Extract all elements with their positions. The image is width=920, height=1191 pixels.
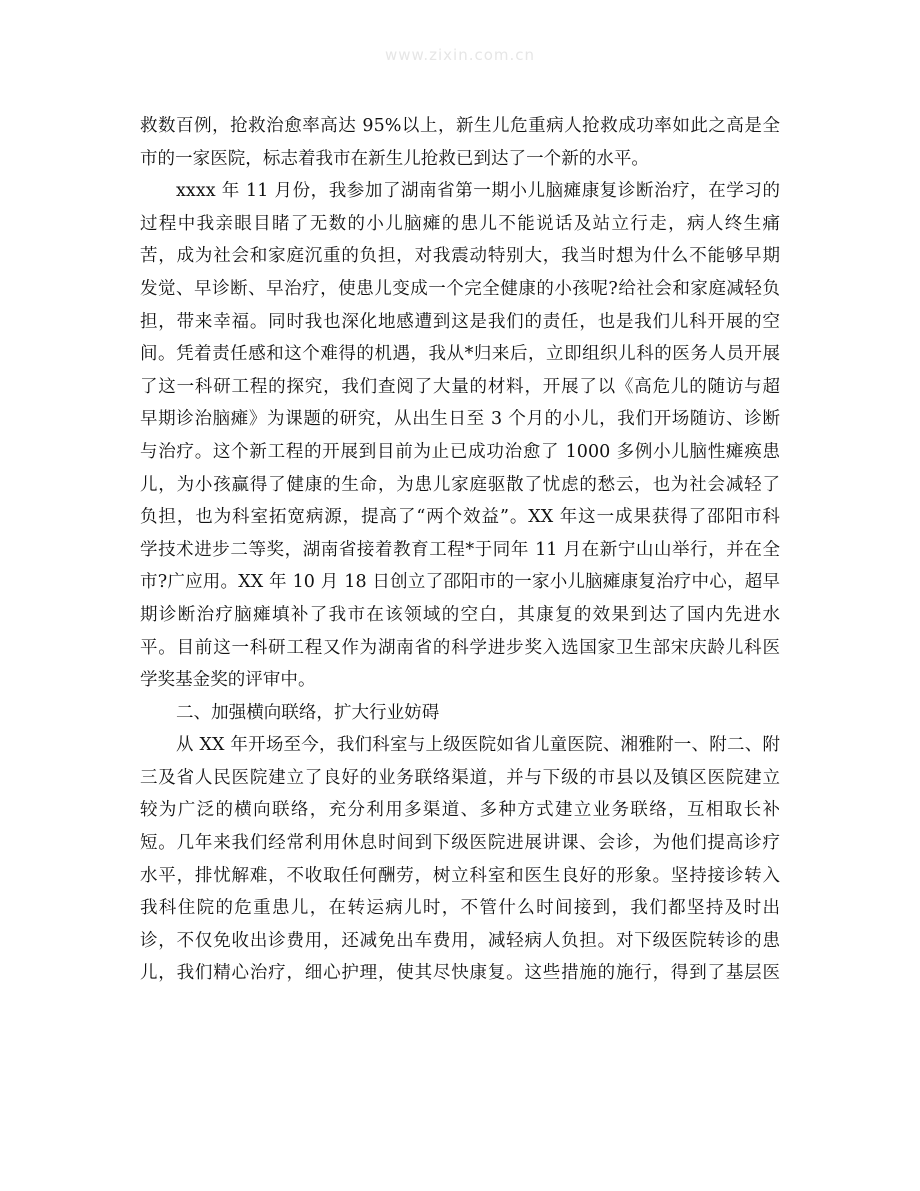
text-line: 儿，我们精心治疗，细心护理，使其尽快康复。这些措施的施行，得到了基层医	[140, 963, 780, 984]
watermark: www.zixin.com.cn	[384, 46, 536, 64]
text-line: 三及省人民医院建立了良好的业务联络渠道，并与下级的市县以及镇区医院建立	[140, 767, 780, 788]
paragraph-first-line: 从 XX 年开场至今，我们科室与上级医院如省儿童医院、湘雅附一、附二、附	[176, 735, 780, 756]
text-line: 学技术进步二等奖，湖南省接着教育工程*于同年 11 月在新宁山山举行，并在全	[140, 539, 780, 560]
text-line: 期诊断治疗脑瘫填补了我市在该领域的空白，其康复的效果到达了国内先进水	[140, 604, 780, 625]
text-line: 市的一家医院，标志着我市在新生儿抢救已到达了一个新的水平。	[140, 148, 649, 169]
paragraph-first-line: 二、加强横向联络，扩大行业妨碍	[176, 702, 440, 723]
text-line: 儿，为小孩赢得了健康的生命，为患儿家庭驱散了忧虑的愁云，也为社会减轻了	[140, 474, 780, 495]
text-line: 了这一科研工程的探究，我们查阅了大量的材料，开展了以《高危儿的随访与超	[140, 376, 780, 397]
text-line: 负担，也为科室拓宽病源，提高了“两个效益”。XX 年这一成果获得了邵阳市科	[140, 507, 780, 528]
text-line: 救数百例，抢救治愈率高达 95%以上，新生儿危重病人抢救成功率如此之高是全	[140, 116, 780, 136]
text-line: 间。凭着责任感和这个难得的机遇，我从*归来后，立即组织儿科的医务人员开展	[140, 344, 780, 365]
paragraph-first-line: xxxx 年 11 月份，我参加了湖南省第一期小儿脑瘫康复诊断治疗，在学习的	[176, 181, 780, 202]
text-line: 市?广应用。XX 年 10 月 18 日创立了邵阳市的一家小儿脑瘫康复治疗中心，超早	[140, 572, 780, 593]
text-line: 发觉、早诊断、早治疗，使患儿变成一个完全健康的小孩呢?给社会和家庭减轻负	[140, 278, 780, 299]
body-text	[140, 110, 780, 990]
text-line: 与治疗。这个新工程的开展到目前为止已成功治愈了 1000 多例小儿脑性瘫痪患	[140, 441, 780, 462]
text-line: 我科住院的危重患儿，在转运病儿时，不管什么时间接到，我们都坚持及时出	[140, 898, 780, 919]
text-line: 苦，成为社会和家庭沉重的负担，对我震动特别大，我当时想为什么不能够早期	[140, 246, 780, 267]
text-line: 过程中我亲眼目睹了无数的小儿脑瘫的患儿不能说话及站立行走，病人终生痛	[140, 213, 780, 234]
text-line: 平。目前这一科研工程又作为湖南省的科学进步奖入选国家卫生部宋庆龄儿科医	[140, 637, 780, 658]
text-line: 水平，排忧解难，不收取任何酬劳，树立科室和医生良好的形象。坚持接诊转入	[140, 865, 780, 886]
text-line: 较为广泛的横向联络，充分利用多渠道、多种方式建立业务联络，互相取长补	[140, 800, 780, 821]
text-line: 学奖基金奖的评审中。	[140, 670, 316, 691]
text-line: 短。几年来我们经常利用休息时间到下级医院进展讲课、会诊，为他们提高诊疗	[140, 833, 780, 854]
text-line: 担，带来幸福。同时我也深化地感遭到这是我们的责任，也是我们儿科开展的空	[140, 311, 780, 332]
text-line: 诊，不仅免收出诊费用，还减免出车费用，减轻病人负担。对下级医院转诊的患	[140, 930, 780, 951]
text-line: 早期诊治脑瘫》为课题的研究，从出生日至 3 个月的小儿，我们开场随访、诊断	[140, 409, 780, 430]
